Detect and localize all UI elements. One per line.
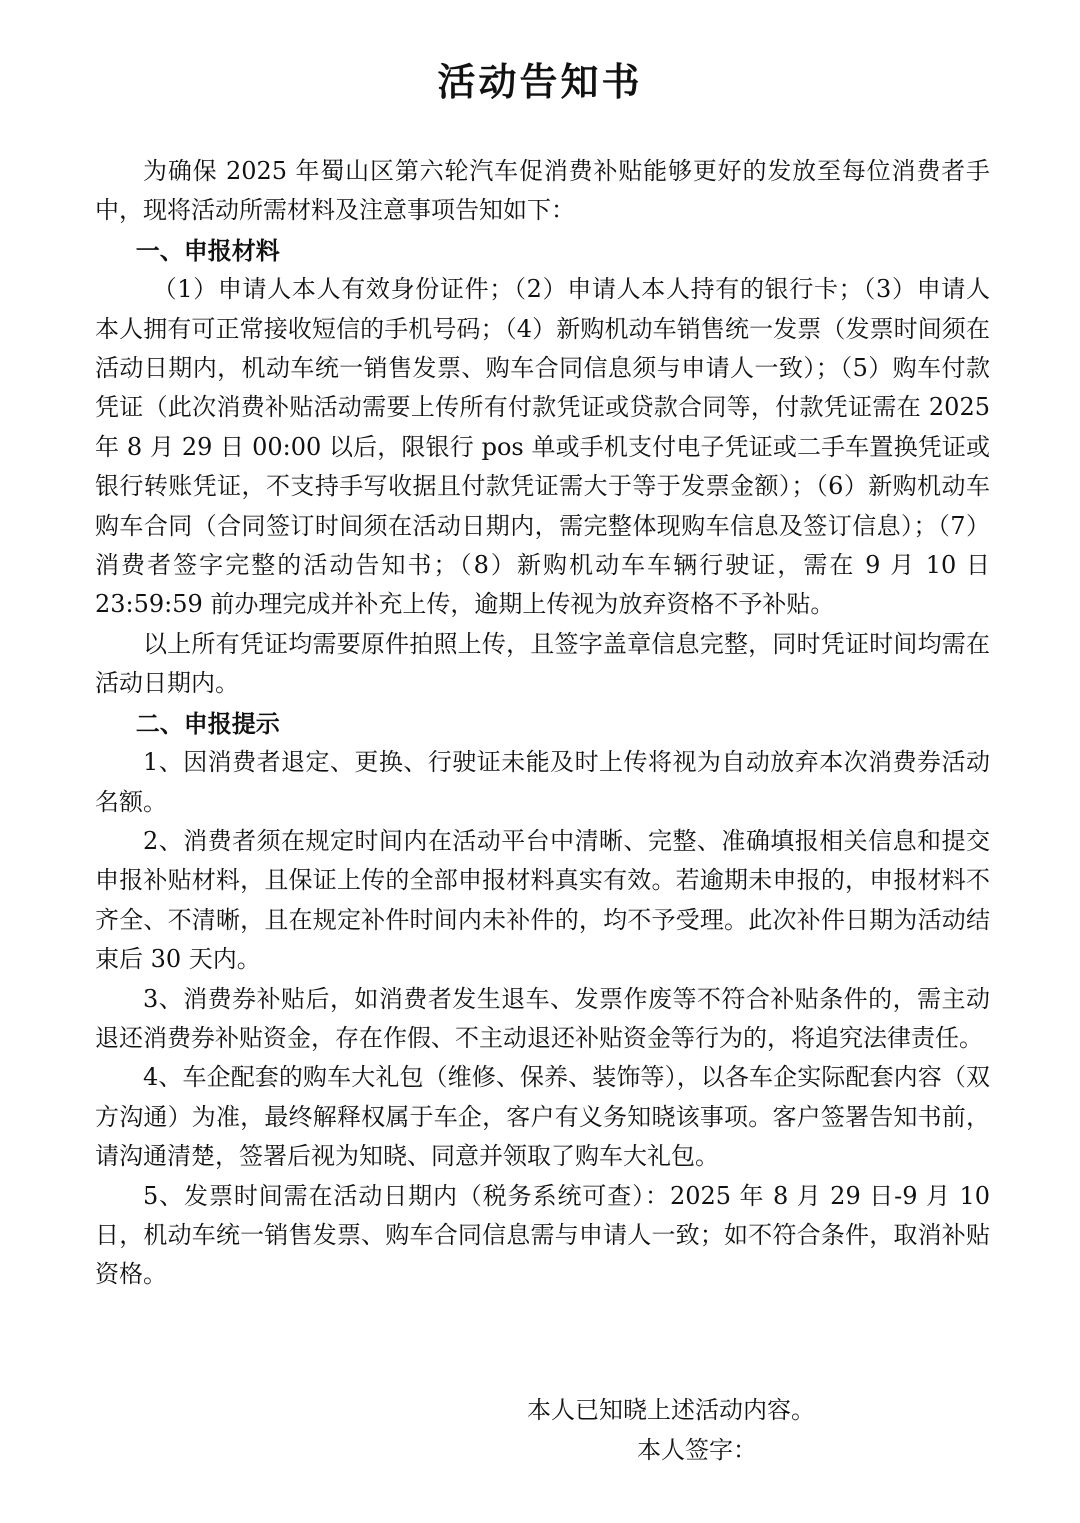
tip-item: 1、因消费者退定、更换、行驶证未能及时上传将视为自动放弃本次消费券活动名额。	[95, 748, 990, 816]
materials-note-paragraph: 以上所有凭证均需要原件拍照上传，且签字盖章信息完整，同时凭证时间均需在活动日期内。	[95, 629, 990, 698]
materials-paragraph: （1）申请人本人有效身份证件；（2）申请人本人持有的银行卡；（3）申请人本人拥有可正常接收短信的手机号码；（4）新购机动车销售统一发票（发票时间须在活动日期内，机动车统一销售发票、购车合同信息须与申请人一致）；（5）购车付款凭证（此次消费补贴活动需要上传所有付款凭证或贷款合同等，付款凭证需在 2025 年 8 月 29 日 00:00 以后，限银行 pos 单或手机支付电子凭证或二手车置换凭证或银行转账凭证，不支持手写收据且付款凭证需大于等于发票金额）；（6）新购机动车购车合同（合同签订时间须在活动日期内，需完整体现购车信息及签订信息）；（7）消费者签字完整的活动告知书；（8）新购机动车车辆行驶证，需在 9 月 10 日 23:59:59 前办理完成并补充上传，逾期上传视为放弃资格不予补贴。	[95, 275, 990, 619]
document-title: 活动告知书	[437, 59, 643, 104]
section-heading-materials: 一、申报材料	[135, 235, 280, 265]
tip-item: 4、车企配套的购车大礼包（维修、保养、装饰等），以各车企实际配套内容（双方沟通）为准，最终解释权属于车企，客户有义务知晓该事项。客户签署告知书前，请沟通清楚，签署后视为知晓、同意并领取了购车大礼包。	[95, 1063, 990, 1171]
tip-item: 2、消费者须在规定时间内在活动平台中清晰、完整、准确填报相关信息和提交申报补贴材料，且保证上传的全部申报材料真实有效。若逾期未申报的，申报材料不齐全、不清晰，且在规定补件时间内未补件的，均不予受理。此次补件日期为活动结束后 30 天内。	[95, 826, 990, 974]
tip-item: 5、发票时间需在活动日期内（税务系统可查）：2025 年 8 月 29 日-9 月 10 日，机动车统一销售发票、购车合同信息需与申请人一致；如不符合条件，取消补贴资格。	[95, 1181, 990, 1289]
tip-item: 3、消费券补贴后，如消费者发生退车、发票作废等不符合补贴条件的，需主动退还消费券补贴资金，存在作假、不主动退还补贴资金等行为的，将追究法律责任。	[95, 984, 990, 1052]
acknowledgement-statement: 本人已知晓上述活动内容。	[527, 1396, 815, 1424]
signature-label: 本人签字：	[637, 1436, 757, 1464]
document-body	[95, 152, 990, 1295]
section-heading-tips: 二、申报提示	[135, 708, 280, 738]
intro-paragraph: 为确保 2025 年蜀山区第六轮汽车促消费补贴能够更好的发放至每位消费者手中，现将活动所需材料及注意事项告知如下：	[95, 157, 990, 225]
